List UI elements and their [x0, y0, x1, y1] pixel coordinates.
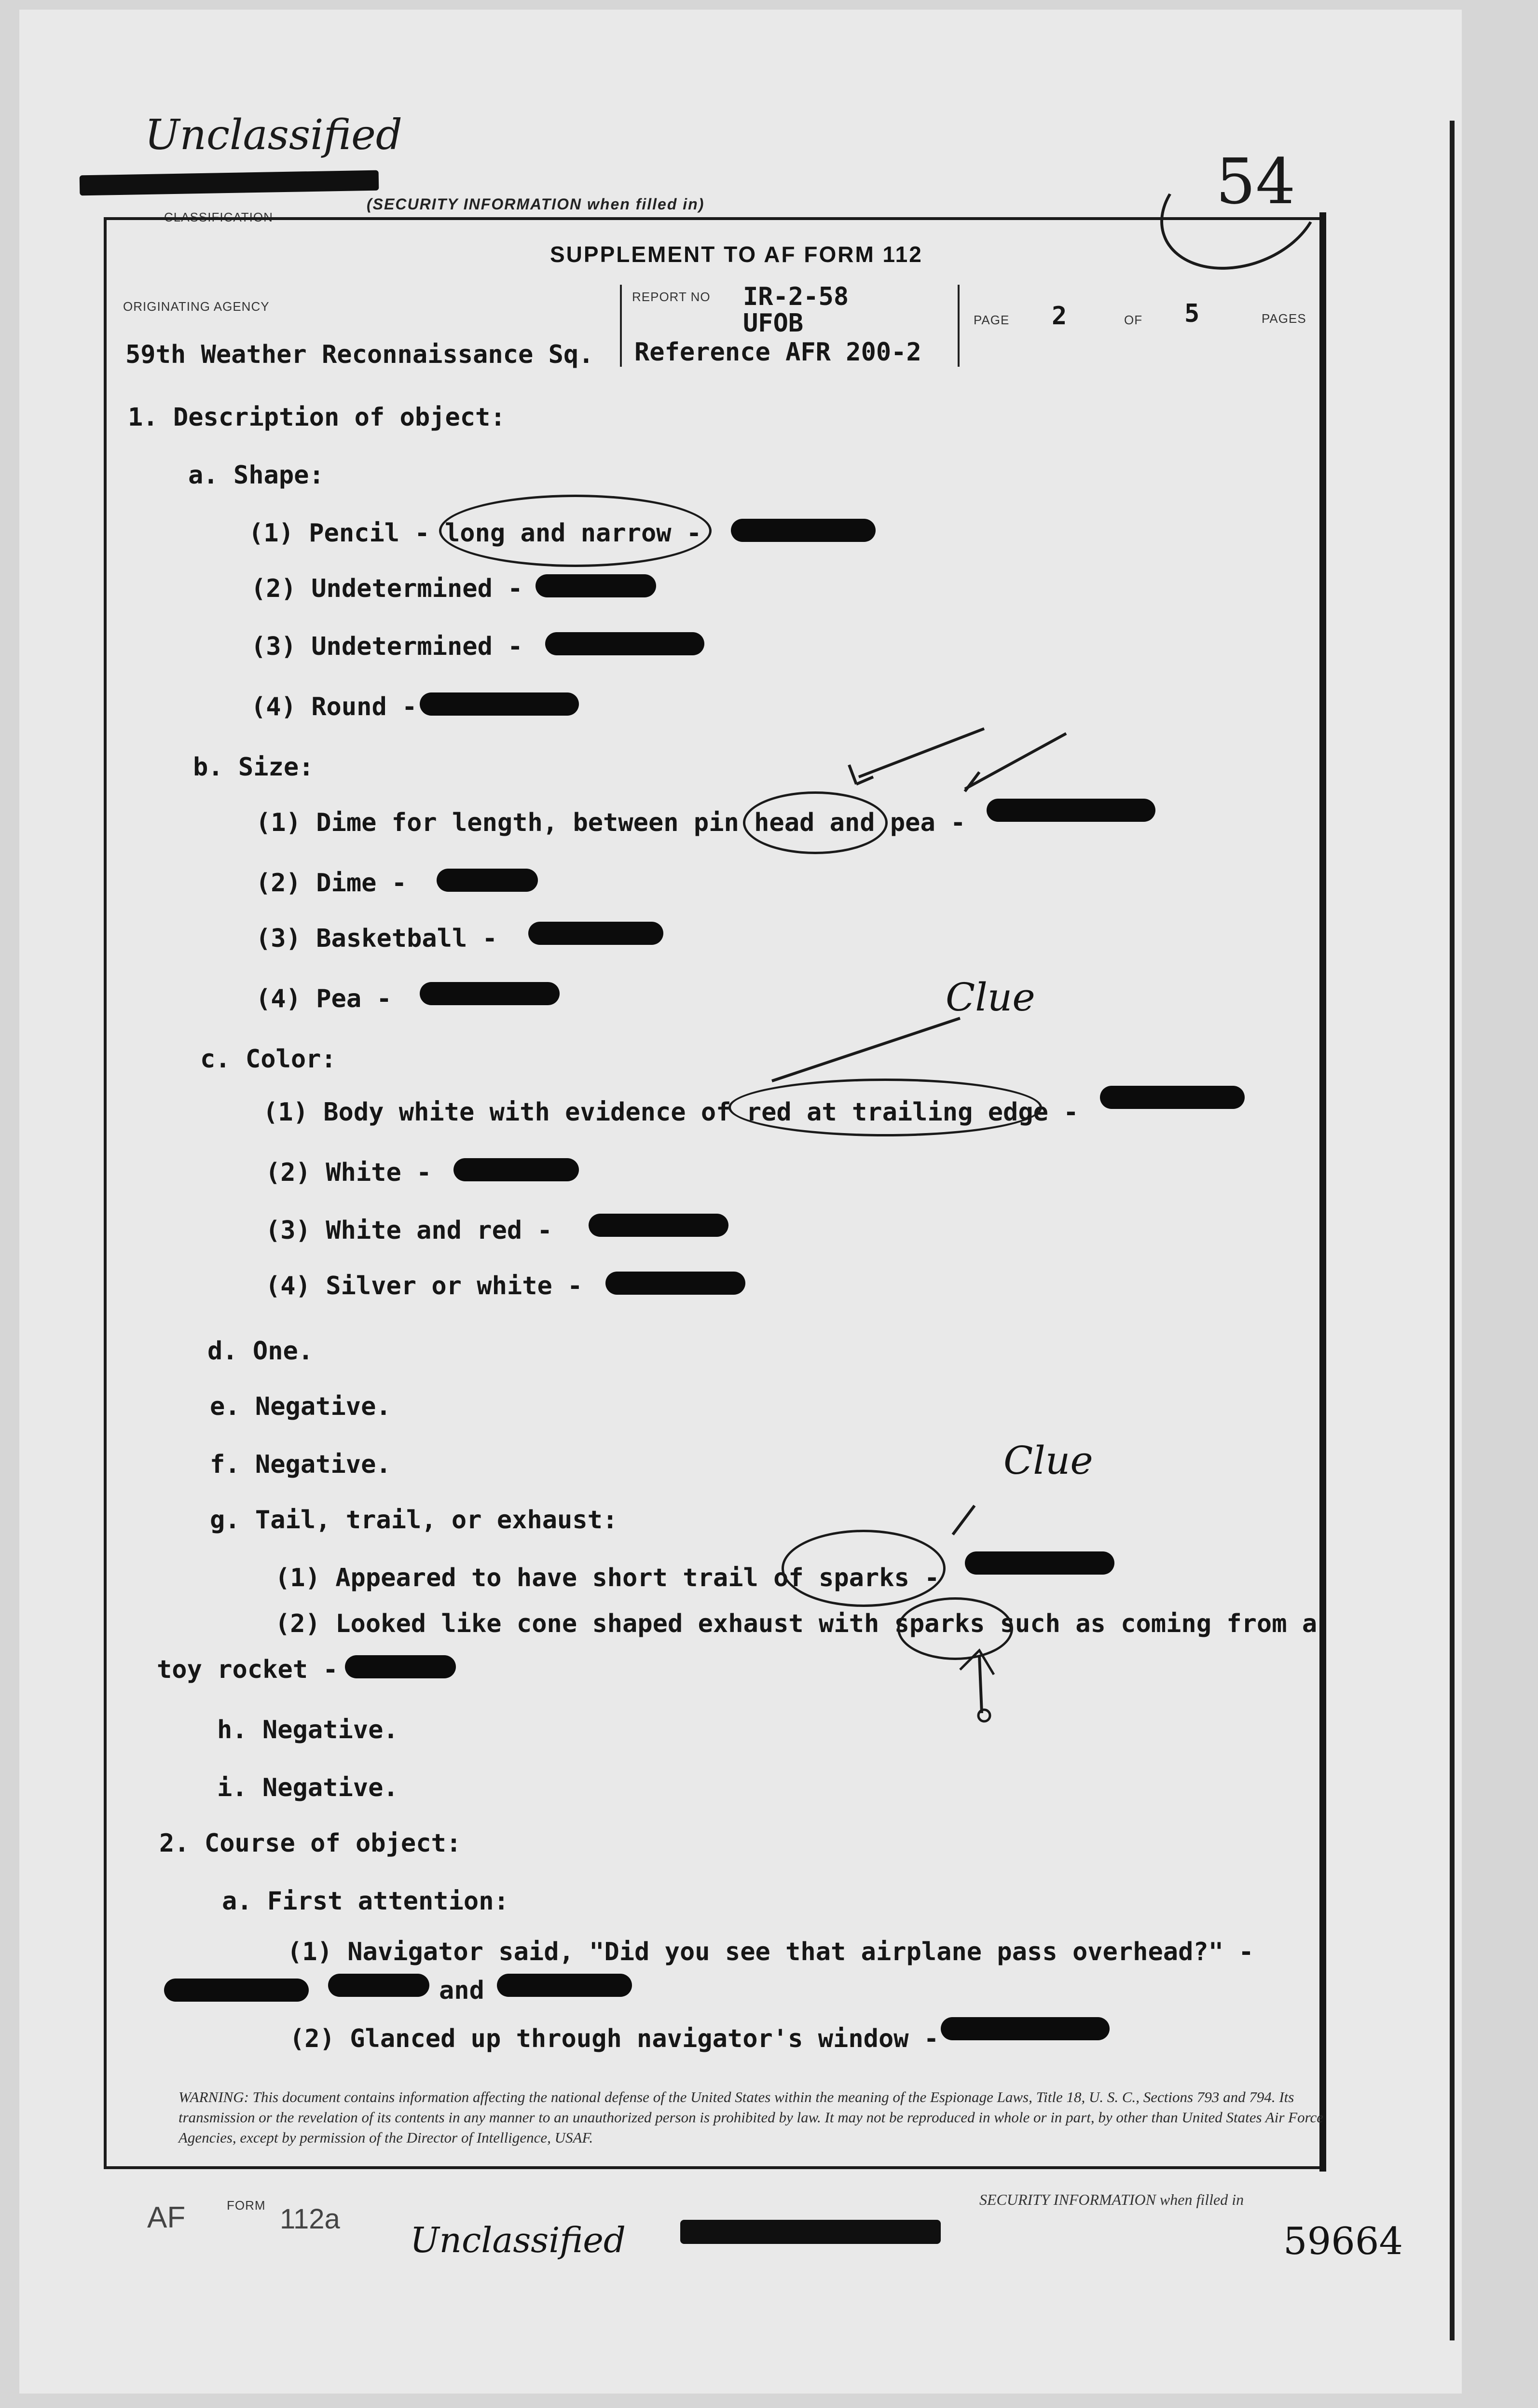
originating-agency-label: ORIGINATING AGENCY — [123, 299, 270, 314]
item-h: h. Negative. — [217, 1716, 398, 1744]
shape-item-2: (2) Undetermined - — [251, 574, 523, 603]
reference: Reference AFR 200-2 — [634, 338, 921, 367]
navigator-item-1: (1) Navigator said, "Did you see that airplane pass overhead?" - — [287, 1937, 1254, 1966]
color-item-2: (2) White - — [265, 1158, 432, 1187]
report-no-label: REPORT NO — [632, 290, 711, 304]
item-e: e. Negative. — [210, 1392, 391, 1421]
footer-form-label: AF — [147, 2201, 186, 2234]
page-number: 2 — [1052, 302, 1067, 331]
report-no: IR-2-58 — [743, 282, 849, 311]
annotation-check-word: Clue — [1003, 1438, 1093, 1483]
footer-form-number: 112a — [280, 2203, 340, 2235]
of-label: OF — [1124, 313, 1143, 327]
size-title: b. Size: — [193, 753, 314, 782]
shape-item-3: (3) Undetermined - — [251, 632, 523, 661]
footer-classification-strikeout — [680, 2220, 941, 2244]
page-label: PAGE — [974, 313, 1010, 327]
navigator-item-2: (2) Glanced up through navigator's window - — [289, 2024, 939, 2053]
item-d: d. One. — [207, 1337, 314, 1366]
tail-item-2-line-2: toy rocket - — [157, 1655, 338, 1684]
color-title: c. Color: — [200, 1045, 336, 1074]
size-item-2: (2) Dime - — [256, 869, 407, 898]
section-1-title: 1. Description of object: — [128, 403, 506, 432]
shape-item-4: (4) Round - — [251, 692, 417, 721]
shape-title: a. Shape: — [188, 461, 324, 490]
classification-label: CLASSIFICATION — [164, 210, 273, 224]
color-item-3: (3) White and red - — [265, 1216, 552, 1245]
tail-item-2-line-1: (2) Looked like cone shaped exhaust with sparks such as coming from a — [275, 1609, 1318, 1638]
first-attention-title: a. First attention: — [222, 1887, 509, 1916]
tail-item-1: (1) Appeared to have short trail of sparks - — [275, 1564, 940, 1592]
total-pages: 5 — [1184, 299, 1200, 328]
warning-notice: WARNING: This document contains information affecting the national defense of the United States within the meaning of the Espionage Laws, Title 18, U. S. C., Sections 793 and 794. Its transmission or the revelation of its contents in any manner to an unauthorized person is prohibited by law. It may not be reproduced in whole or in part, by other than United States Air Force Agencies, except by permission of the Director of Intelligence, USAF. — [179, 2089, 1324, 2146]
security-info-label: (SECURITY INFORMATION when filled in) — [367, 195, 705, 213]
section-2-title: 2. Course of object: — [159, 1829, 462, 1858]
originating-agency: 59th Weather Reconnaissance Sq. — [125, 340, 594, 369]
footer-security-info: SECURITY INFORMATION when filled in — [979, 2191, 1244, 2208]
tail-title: g. Tail, trail, or exhaust: — [210, 1506, 618, 1535]
handwritten-page-number: 54 — [1216, 145, 1296, 218]
footer-classification-handwritten: Unclassified — [410, 2220, 626, 2260]
item-i: i. Negative. — [217, 1773, 398, 1802]
report-code: UFOB — [743, 309, 804, 338]
annotation-check-word: Clue — [946, 975, 1035, 1020]
size-item-1: (1) Dime for length, between pin head and pea - — [256, 808, 966, 837]
pages-label: PAGES — [1262, 311, 1306, 326]
footer-handwritten-number: 59664 — [1283, 2220, 1403, 2263]
form-title: SUPPLEMENT TO AF FORM 112 — [550, 242, 923, 267]
size-item-3: (3) Basketball - — [256, 924, 497, 953]
classification-handwritten: Unclassified — [145, 111, 402, 159]
item-f: f. Negative. — [210, 1450, 391, 1479]
size-item-4: (4) Pea - — [256, 984, 392, 1013]
color-item-4: (4) Silver or white - — [265, 1272, 583, 1301]
footer-form-small: FORM — [227, 2198, 266, 2213]
shape-item-1: (1) Pencil - long and narrow - — [248, 519, 702, 548]
color-item-1: (1) Body white with evidence of red at trailing edge - — [263, 1098, 1079, 1127]
navigator-item-1-and: and — [439, 1976, 484, 2005]
